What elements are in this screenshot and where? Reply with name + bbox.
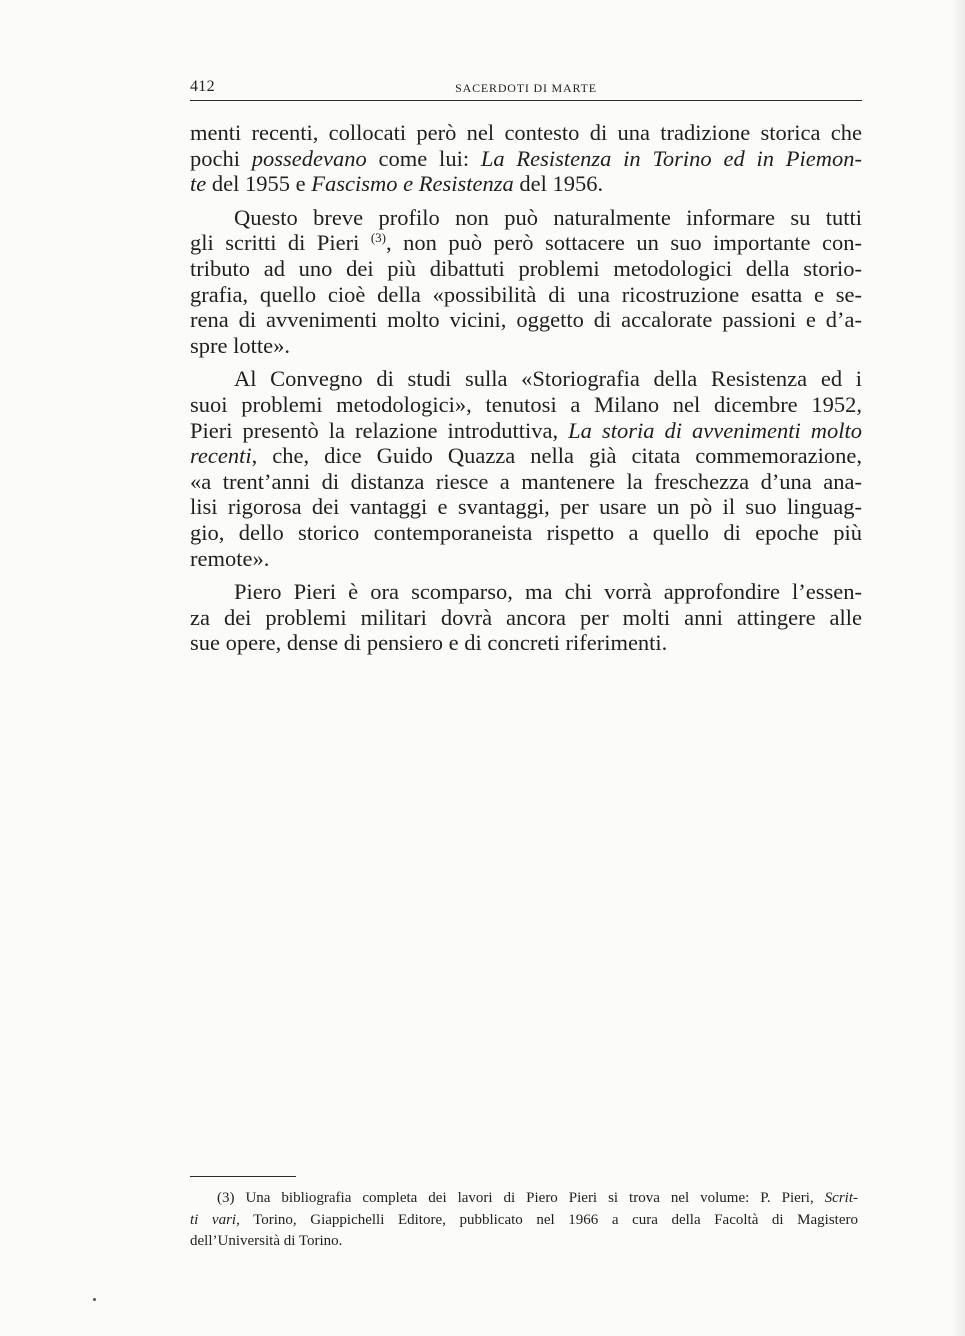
text-run-italic: La Resistenza in Torino ed in Piemon- xyxy=(480,145,862,171)
text-run: Piero Pieri è ora scomparso, ma chi vorrà approfondire l’essen- xyxy=(234,579,862,605)
text-run: dell’Università di Torino. xyxy=(190,1233,343,1249)
text-run: grafia, quello cioè della «possibilità di una ricostruzione esatta e se- xyxy=(190,281,862,307)
footnote-line xyxy=(190,1188,858,1210)
text-line xyxy=(190,333,862,359)
text-run: , non può però sottacere un suo importante con- xyxy=(386,230,862,256)
text-line xyxy=(190,579,862,605)
text-run: come lui: xyxy=(366,145,481,171)
footnote-line xyxy=(190,1210,858,1232)
text-line xyxy=(190,366,862,392)
text-line xyxy=(190,307,862,333)
text-line xyxy=(190,120,862,146)
text-run-italic: La storia di avvenimenti molto xyxy=(568,417,862,443)
text-run: rena di avvenimenti molto vicini, oggetto di accalorate passioni e d’a- xyxy=(190,307,862,333)
text-line xyxy=(190,605,862,631)
running-title: SACERDOTI DI MARTE xyxy=(455,81,597,95)
text-line xyxy=(190,494,862,520)
text-run-italic: ti vari xyxy=(190,1211,237,1228)
text-run: Pieri presentò la relazione introduttiva, xyxy=(190,417,569,443)
text-line xyxy=(190,546,862,572)
text-line xyxy=(190,146,862,172)
scan-gutter-shadow xyxy=(951,0,965,1336)
text-run-italic: Fascismo e Resistenza xyxy=(311,171,514,197)
text-run: tributo ad uno dei più dibattuti problemi metodologici della storio- xyxy=(190,255,862,281)
text-run: , che, dice Guido Quazza nella già citata commemorazione, xyxy=(251,443,862,469)
text-run: «a trent’anni di distanza riesce a mantenere la freschezza d’una ana- xyxy=(190,468,862,494)
text-line xyxy=(190,469,862,495)
text-run-italic: recenti xyxy=(190,443,252,469)
footnote xyxy=(190,1188,858,1253)
text-run: (3) Una bibliografia completa dei lavori di Piero Pieri si trova nel volume: P. Pieri, xyxy=(217,1190,825,1206)
text-line xyxy=(190,256,862,282)
footnote-rule xyxy=(190,1176,296,1177)
text-line xyxy=(190,230,862,256)
text-run: menti recenti, collocati però nel contesto di una tradizione storica che xyxy=(190,120,862,145)
text-line xyxy=(190,205,862,231)
text-run: del 1955 e xyxy=(206,171,312,197)
text-run: , Torino, Giappichelli Editore, pubblicato nel 1966 a cura della Facoltà di Magistero xyxy=(236,1211,858,1228)
page-number: 412 xyxy=(190,78,215,95)
text-run: sue opere, dense di pensiero e di concreti riferimenti. xyxy=(190,630,668,656)
text-run: lisi rigorosa dei vantaggi e svantaggi, per usare un pò il suo linguag- xyxy=(190,494,862,520)
text-run: gli scritti di Pieri xyxy=(190,230,371,256)
text-line xyxy=(190,520,862,546)
text-run: za dei problemi militari dovrà ancora per molti anni attingere alle xyxy=(190,604,862,630)
text-line xyxy=(190,171,862,197)
text-line xyxy=(190,630,862,656)
text-run: remote». xyxy=(190,545,270,571)
text-run: gio, dello storico contemporaneista rispetto a quello di epoche più xyxy=(190,519,862,545)
text-run-italic: possedevano xyxy=(251,145,367,171)
text-run: suoi problemi metodologici», tenutosi a Milano nel dicembre 1952, xyxy=(190,391,862,417)
text-run: pochi xyxy=(190,145,252,171)
footnote-line xyxy=(190,1231,858,1253)
body-text xyxy=(190,120,862,656)
text-run: Questo breve profilo non può naturalmente informare su tutti xyxy=(234,204,862,230)
text-run-italic: te xyxy=(190,171,207,197)
footnote-reference: (3) xyxy=(370,230,387,246)
text-line xyxy=(190,418,862,444)
text-line xyxy=(190,392,862,418)
text-run: spre lotte». xyxy=(190,332,290,358)
text-run: Al Convegno di studi sulla «Storiografia della Resistenza ed i xyxy=(234,366,862,392)
text-run-italic: Scrit- xyxy=(824,1190,858,1206)
text-line xyxy=(190,282,862,308)
text-run: del 1956. xyxy=(513,171,604,197)
running-head xyxy=(190,76,862,101)
scan-speck xyxy=(93,1298,96,1301)
text-line xyxy=(190,443,862,469)
